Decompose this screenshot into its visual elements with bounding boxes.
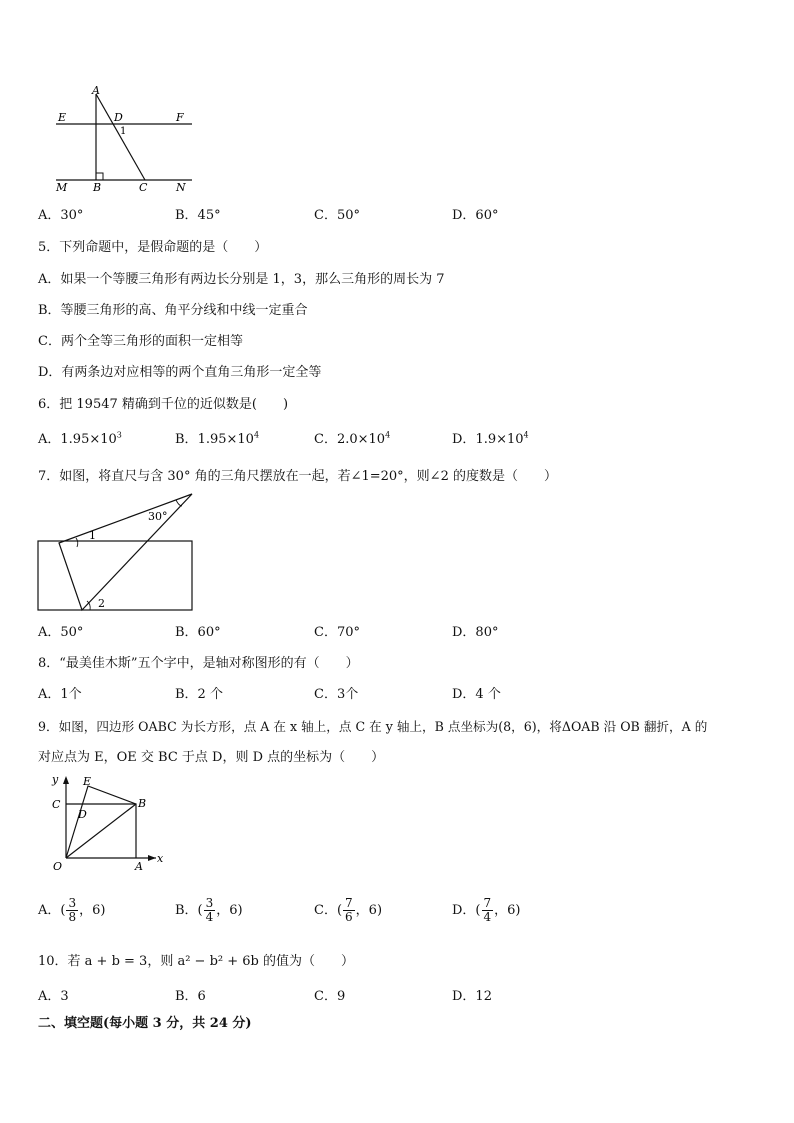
q9-option-a[interactable] (38, 897, 105, 924)
option-exponent: 3 (116, 430, 122, 440)
q8-option-b[interactable]: B．2 个 (175, 687, 223, 702)
label-angle-1: 1 (120, 126, 127, 137)
q8-option-a[interactable]: A．1个 (38, 687, 82, 702)
q9-option-c[interactable] (314, 897, 382, 924)
label-angle-1: 1 (89, 529, 96, 542)
fraction (204, 897, 216, 924)
q9-figure (40, 770, 170, 875)
label-B: B (93, 181, 102, 194)
option-exponent: 4 (385, 430, 391, 440)
option-label: C． (314, 432, 337, 447)
q9-stem-line1: 9．如图，四边形 OABC 为长方形，点 A 在 x 轴上，点 C 在 y 轴上，B 点坐标为(8，6)，将ΔOAB 沿 OB 翻折，A 的 (38, 719, 708, 734)
numerator: 7 (345, 896, 353, 910)
section-heading: 二、填空题(每小题 3 分，共 24 分) (38, 1016, 252, 1031)
label-angle-2: 2 (98, 597, 105, 610)
fraction (343, 897, 355, 924)
label-C: C (139, 181, 148, 194)
option-label: C．( (314, 903, 343, 918)
q4-option-b[interactable]: B．45° (175, 208, 221, 223)
label-30-degree: 30° (148, 510, 168, 523)
option-exponent: 4 (523, 430, 529, 440)
q9-option-b[interactable] (175, 897, 243, 924)
q4-option-d[interactable]: D．60° (452, 208, 499, 223)
q6-option-a[interactable] (38, 432, 122, 448)
q9-option-d[interactable] (452, 897, 520, 924)
label-F: F (176, 111, 184, 124)
q6-stem: 6．把 19547 精确到千位的近似数是( ) (38, 397, 289, 412)
q7-option-d[interactable]: D．80° (452, 625, 499, 640)
label-x-axis: x (157, 852, 164, 865)
q4-figure (50, 84, 200, 194)
q4-option-c[interactable]: C．50° (314, 208, 360, 223)
q6-option-d[interactable] (452, 432, 529, 448)
q7-stem: 7．如图，将直尺与含 30° 角的三角尺摆放在一起，若∠1=20°，则∠2 的度数是（ ） (38, 469, 557, 484)
q8-option-c[interactable]: C．3个 (314, 687, 359, 702)
q5-option-a[interactable]: A．如果一个等腰三角形有两边长分别是 1，3，那么三角形的周长为 7 (38, 272, 445, 287)
q10-stem: 10．若 a + b = 3，则 a² − b² + 6b 的值为（ ） (38, 954, 354, 969)
q10-option-c[interactable]: C．9 (314, 989, 346, 1004)
q8-option-d[interactable]: D．4 个 (452, 687, 501, 702)
option-tail: ，6) (355, 903, 383, 918)
label-M: M (56, 181, 68, 194)
label-C: C (52, 798, 61, 811)
label-O: O (53, 860, 63, 873)
option-label: A．( (38, 903, 66, 918)
q7-figure (36, 490, 196, 615)
denominator: 6 (345, 910, 353, 924)
q6-option-b[interactable] (175, 432, 259, 448)
label-E: E (58, 111, 67, 124)
option-label: D． (452, 432, 476, 447)
option-mantissa: 1.9×10 (475, 432, 524, 447)
label-y-axis: y (52, 773, 59, 786)
option-label: B．( (175, 903, 203, 918)
q9-stem-line2: 对应点为 E，OE 交 BC 于点 D，则 D 点的坐标为（ ） (38, 750, 385, 765)
option-tail: ，6) (79, 903, 106, 918)
fraction (482, 897, 494, 924)
label-D: D (78, 808, 87, 821)
q10-option-a[interactable]: A．3 (38, 989, 69, 1004)
denominator: 4 (205, 910, 214, 924)
q8-stem: 8．“最美佳木斯”五个字中，是轴对称图形的有（ ） (38, 656, 359, 671)
q7-option-b[interactable]: B．60° (175, 625, 221, 640)
option-label: B． (175, 432, 198, 447)
option-exponent: 4 (253, 430, 260, 440)
option-label: A． (38, 432, 61, 447)
option-mantissa: 1.95×10 (197, 432, 254, 447)
q5-option-b[interactable]: B．等腰三角形的高、角平分线和中线一定重合 (38, 303, 308, 318)
q7-option-a[interactable]: A．50° (38, 625, 84, 640)
option-tail: ，6) (216, 903, 243, 918)
q7-option-c[interactable]: C．70° (314, 625, 360, 640)
numerator: 3 (68, 896, 77, 910)
label-A: A (135, 860, 143, 873)
fraction (66, 897, 78, 924)
q5-option-c[interactable]: C．两个全等三角形的面积一定相等 (38, 334, 243, 349)
label-B: B (138, 797, 147, 810)
label-N: N (176, 181, 186, 194)
label-A: A (92, 84, 100, 97)
numerator: 3 (205, 896, 214, 910)
denominator: 4 (483, 910, 492, 924)
q6-option-c[interactable] (314, 432, 390, 448)
option-label: D．( (452, 903, 481, 918)
q4-option-a[interactable]: A．30° (38, 208, 84, 223)
q5-stem: 5．下列命题中，是假命题的是（ ） (38, 240, 268, 255)
option-mantissa: 2.0×10 (336, 432, 386, 447)
denominator: 8 (68, 910, 77, 924)
numerator: 7 (483, 896, 492, 910)
q10-option-d[interactable]: D．12 (452, 989, 492, 1004)
option-tail: ，6) (494, 903, 521, 918)
q5-option-d[interactable]: D．有两条边对应相等的两个直角三角形一定全等 (38, 365, 322, 380)
label-D: D (114, 111, 123, 124)
q10-option-b[interactable]: B．6 (175, 989, 206, 1004)
label-E: E (83, 775, 92, 788)
option-mantissa: 1.95×10 (60, 432, 117, 447)
